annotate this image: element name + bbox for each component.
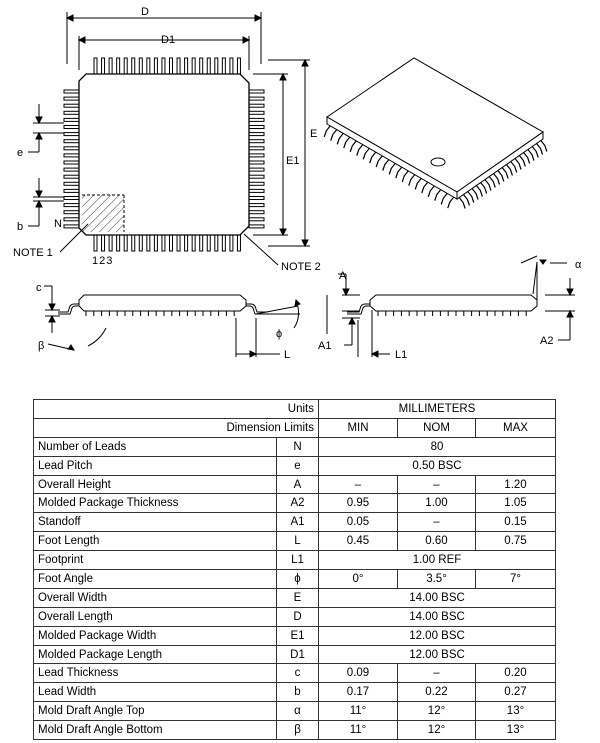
max-cell: 7° xyxy=(476,570,556,589)
symbol-cell: L xyxy=(277,532,319,551)
dimension-table xyxy=(33,399,556,740)
lead xyxy=(472,189,478,200)
lead xyxy=(524,153,530,164)
lead xyxy=(344,137,350,148)
lead xyxy=(428,186,434,197)
table-row xyxy=(34,456,556,475)
lead xyxy=(249,225,264,228)
lead xyxy=(162,235,165,251)
dimension-name-cell: Overall Length xyxy=(34,607,277,626)
max-cell: 13° xyxy=(476,702,556,721)
lead xyxy=(485,180,491,191)
lead xyxy=(94,58,97,74)
value-cell: 14.00 BSC xyxy=(319,607,556,626)
lead xyxy=(249,197,264,200)
lead xyxy=(409,175,415,186)
nom-cell: 3.5° xyxy=(398,570,476,589)
lead xyxy=(177,58,180,74)
lead xyxy=(64,111,79,114)
lead xyxy=(124,58,127,74)
lead xyxy=(249,154,264,157)
dimension-name-cell: Molded Package Thickness xyxy=(34,494,277,513)
lead xyxy=(64,189,79,192)
symbol-cell: α xyxy=(277,702,319,721)
dimension-name-cell: Molded Package Length xyxy=(34,645,277,664)
dim-label-D1: D1 xyxy=(161,34,176,46)
lead xyxy=(64,197,79,200)
lead xyxy=(64,97,79,100)
lead xyxy=(102,235,105,251)
symbol-cell: E xyxy=(277,588,319,607)
symbol-cell: L1 xyxy=(277,551,319,570)
min-cell: – xyxy=(319,475,398,494)
units-label: Units xyxy=(34,400,319,419)
table-row xyxy=(34,626,556,645)
lead xyxy=(459,198,465,209)
header-limits-row xyxy=(34,418,556,437)
lead xyxy=(64,126,79,129)
lead xyxy=(147,58,150,74)
isometric-view xyxy=(324,58,547,209)
lead xyxy=(237,58,240,74)
dim-label-A2: A2 xyxy=(540,335,554,347)
lead xyxy=(117,58,120,74)
lead xyxy=(64,168,79,171)
table-row xyxy=(34,683,556,702)
dim-label-e: e xyxy=(17,147,24,159)
lead xyxy=(519,156,525,167)
max-cell: 13° xyxy=(476,721,556,740)
lead xyxy=(396,167,402,178)
table-row xyxy=(34,475,556,494)
symbol-cell: e xyxy=(277,456,319,475)
table-row xyxy=(34,494,556,513)
col-min-header: MIN xyxy=(319,418,398,437)
lead xyxy=(64,218,79,221)
lead xyxy=(64,211,79,214)
lead xyxy=(170,235,173,251)
lead xyxy=(139,235,142,251)
max-cell: 1.05 xyxy=(476,494,556,513)
symbol-cell: D xyxy=(277,607,319,626)
note2-callout: NOTE 2 xyxy=(281,261,321,273)
lead xyxy=(541,141,547,152)
dim-label-E1: E1 xyxy=(286,155,300,167)
left-leads xyxy=(64,90,79,228)
dim-label-L1: L1 xyxy=(395,349,408,361)
table-row xyxy=(34,588,556,607)
lead xyxy=(249,189,264,192)
lead xyxy=(249,175,264,178)
lead xyxy=(249,140,264,143)
col-nom-header: NOM xyxy=(398,418,476,437)
dim-label-D: D xyxy=(141,6,149,18)
dimension-name-cell: Foot Angle xyxy=(34,570,277,589)
symbol-cell: D1 xyxy=(277,645,319,664)
lead xyxy=(383,160,389,171)
lead xyxy=(249,204,264,207)
lead xyxy=(64,225,79,228)
limits-label: Dimension Limits xyxy=(34,418,319,437)
lead xyxy=(249,90,264,93)
lead xyxy=(109,235,112,251)
lead xyxy=(441,193,447,204)
symbol-cell: ϕ xyxy=(277,570,319,589)
lead xyxy=(147,235,150,251)
lead xyxy=(185,58,188,74)
max-cell: 0.75 xyxy=(476,532,556,551)
min-cell: 0.95 xyxy=(319,494,398,513)
lead xyxy=(481,183,487,194)
dim-label-L: L xyxy=(284,349,291,361)
lead xyxy=(402,171,408,182)
table-row xyxy=(34,551,556,570)
dimension-name-cell: Molded Package Width xyxy=(34,626,277,645)
dim-label-A: A xyxy=(339,270,347,282)
lead xyxy=(192,58,195,74)
value-cell: 14.00 BSC xyxy=(319,588,556,607)
dim-label-b: b xyxy=(17,221,24,233)
dim-label-phi: ϕ xyxy=(276,328,283,340)
min-cell: 0.17 xyxy=(319,683,398,702)
lead xyxy=(511,162,517,173)
lead xyxy=(64,204,79,207)
side-lead-row xyxy=(378,311,526,316)
lead xyxy=(357,145,363,156)
iso-body-top xyxy=(327,58,543,192)
dimension-name-cell: Standoff xyxy=(34,513,277,532)
lead xyxy=(249,211,264,214)
dimension-name-cell: Mold Draft Angle Top xyxy=(34,702,277,721)
lead xyxy=(109,58,112,74)
lead xyxy=(506,165,512,176)
nom-cell: – xyxy=(398,664,476,683)
lead xyxy=(132,235,135,251)
min-cell: 0.05 xyxy=(319,513,398,532)
lead xyxy=(502,168,508,179)
lead xyxy=(463,195,469,206)
value-cell: 12.00 BSC xyxy=(319,645,556,664)
lead xyxy=(230,235,233,251)
dim-label-A1: A1 xyxy=(318,340,332,352)
lead xyxy=(170,58,173,74)
nom-cell: – xyxy=(398,513,476,532)
dimension-name-cell: Footprint xyxy=(34,551,277,570)
note1-callout: NOTE 1 xyxy=(13,247,53,259)
lead xyxy=(498,171,504,182)
col-max-header: MAX xyxy=(476,418,556,437)
table-row xyxy=(34,437,556,456)
dimension-name-cell: Lead Pitch xyxy=(34,456,277,475)
lead xyxy=(215,235,218,251)
max-cell: 1.20 xyxy=(476,475,556,494)
lead xyxy=(249,218,264,221)
lead xyxy=(249,168,264,171)
lead xyxy=(376,156,382,167)
lead xyxy=(94,235,97,251)
min-cell: 0.09 xyxy=(319,664,398,683)
lead xyxy=(64,104,79,107)
symbol-cell: b xyxy=(277,683,319,702)
lead xyxy=(230,58,233,74)
dimension-name-cell: Number of Leads xyxy=(34,437,277,456)
lead xyxy=(494,174,500,185)
header-units-row xyxy=(34,400,556,419)
lead xyxy=(154,58,157,74)
value-cell: 0.50 BSC xyxy=(319,456,556,475)
lead xyxy=(192,235,195,251)
lead xyxy=(249,97,264,100)
table-row xyxy=(34,513,556,532)
lead xyxy=(200,58,203,74)
lead xyxy=(64,90,79,93)
dimension-name-cell: Lead Thickness xyxy=(34,664,277,683)
dimension-name-cell: Foot Length xyxy=(34,532,277,551)
nom-cell: – xyxy=(398,475,476,494)
bottom-leads xyxy=(94,235,240,251)
lead xyxy=(177,235,180,251)
lead xyxy=(422,182,428,193)
pin1-hatched-area xyxy=(82,195,124,232)
pin-count-label: N xyxy=(54,218,62,230)
symbol-cell: c xyxy=(277,664,319,683)
nom-cell: 12° xyxy=(398,702,476,721)
lead xyxy=(249,182,264,185)
pin1-dimple xyxy=(431,158,445,166)
pin-numbers-label: 123 xyxy=(92,255,114,267)
lead xyxy=(154,235,157,251)
right-leads xyxy=(249,90,264,228)
lead xyxy=(249,126,264,129)
lead xyxy=(435,190,441,201)
lead xyxy=(162,58,165,74)
lead xyxy=(237,235,240,251)
top-leads xyxy=(94,58,240,74)
lead xyxy=(337,133,343,144)
nom-cell: 12° xyxy=(398,721,476,740)
lead xyxy=(515,159,521,170)
lead xyxy=(207,58,210,74)
symbol-cell: A2 xyxy=(277,494,319,513)
symbol-cell: A xyxy=(277,475,319,494)
dimension-name-cell: Overall Width xyxy=(34,588,277,607)
symbol-cell: A1 xyxy=(277,513,319,532)
lead xyxy=(64,175,79,178)
max-cell: 0.20 xyxy=(476,664,556,683)
lead xyxy=(249,118,264,121)
min-cell: 0.45 xyxy=(319,532,398,551)
table-row xyxy=(34,721,556,740)
units-value: MILLIMETERS xyxy=(319,400,556,419)
lead xyxy=(64,182,79,185)
side-view-right xyxy=(327,256,575,357)
lead xyxy=(200,235,203,251)
value-cell: 12.00 BSC xyxy=(319,626,556,645)
dim-label-c: c xyxy=(36,282,42,294)
value-cell: 1.00 REF xyxy=(319,551,556,570)
lead xyxy=(102,58,105,74)
lead xyxy=(528,150,534,161)
lead xyxy=(350,141,356,152)
lead xyxy=(222,58,225,74)
lead xyxy=(215,58,218,74)
symbol-cell: β xyxy=(277,721,319,740)
lead xyxy=(476,186,482,197)
max-cell: 0.27 xyxy=(476,683,556,702)
nom-cell: 0.60 xyxy=(398,532,476,551)
lead xyxy=(324,126,330,137)
lead xyxy=(331,130,337,141)
lead xyxy=(249,104,264,107)
lead xyxy=(489,177,495,188)
max-cell: 0.15 xyxy=(476,513,556,532)
lead xyxy=(448,197,454,208)
dim-label-alpha: α xyxy=(575,259,582,271)
lead xyxy=(249,147,264,150)
lead xyxy=(532,147,538,158)
lead xyxy=(249,133,264,136)
lead xyxy=(363,148,369,159)
symbol-cell: N xyxy=(277,437,319,456)
table-row xyxy=(34,702,556,721)
table-row xyxy=(34,570,556,589)
dim-label-E: E xyxy=(310,128,318,140)
lead xyxy=(370,152,376,163)
lead xyxy=(249,161,264,164)
min-cell: 11° xyxy=(319,721,398,740)
lead xyxy=(185,235,188,251)
lead xyxy=(249,111,264,114)
table-row xyxy=(34,664,556,683)
nom-cell: 0.22 xyxy=(398,683,476,702)
lead xyxy=(64,133,79,136)
lead xyxy=(415,178,421,189)
value-cell: 80 xyxy=(319,437,556,456)
dimension-name-cell: Mold Draft Angle Bottom xyxy=(34,721,277,740)
dim-label-beta: β xyxy=(38,340,45,352)
lead xyxy=(64,154,79,157)
table-row xyxy=(34,645,556,664)
lead xyxy=(537,144,543,155)
lead xyxy=(124,235,127,251)
lead xyxy=(117,235,120,251)
min-cell: 11° xyxy=(319,702,398,721)
min-cell: 0° xyxy=(319,570,398,589)
lead xyxy=(389,163,395,174)
top-view xyxy=(28,12,310,265)
lead xyxy=(207,235,210,251)
lead xyxy=(132,58,135,74)
lead xyxy=(468,192,474,203)
symbol-cell: E1 xyxy=(277,626,319,645)
dimension-name-cell: Lead Width xyxy=(34,683,277,702)
lead xyxy=(64,140,79,143)
dimension-name-cell: Overall Height xyxy=(34,475,277,494)
side-lead-row xyxy=(86,311,234,316)
table-row xyxy=(34,532,556,551)
lead xyxy=(64,147,79,150)
lead xyxy=(222,235,225,251)
lead xyxy=(64,161,79,164)
nom-cell: 1.00 xyxy=(398,494,476,513)
side-view-left xyxy=(44,286,300,357)
lead xyxy=(64,118,79,121)
table-row xyxy=(34,607,556,626)
lead xyxy=(139,58,142,74)
